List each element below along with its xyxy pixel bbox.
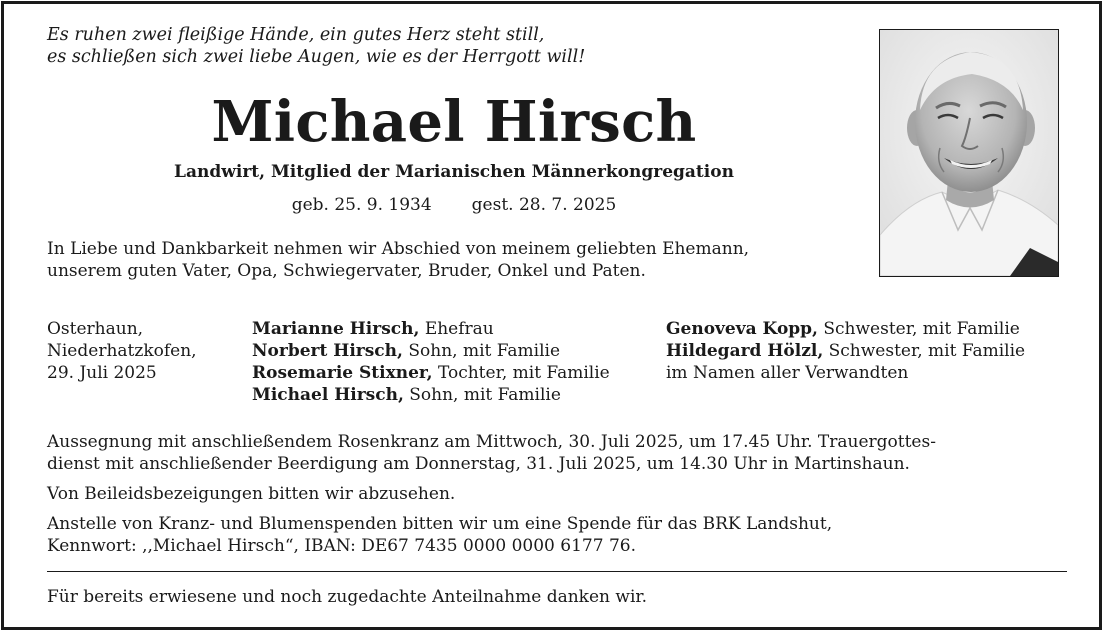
mourner-name: Hildegard Hölzl, bbox=[666, 341, 824, 361]
mourners-siblings bbox=[666, 318, 1025, 384]
mourner-name: Rosemarie Stixner, bbox=[252, 363, 433, 383]
mourner-relation: Schwester, mit Familie bbox=[823, 319, 1020, 339]
service-line: dienst mit anschließender Beerdigung am Donnerstag, 31. Juli 2025, um 14.30 Uhr in Martinshaun. bbox=[47, 454, 910, 474]
intro-line: In Liebe und Dankbarkeit nehmen wir Abschied von meinem geliebten Ehemann, bbox=[47, 239, 750, 259]
mourner-entry bbox=[666, 318, 1025, 340]
donation-line: Kennwort: ,,Michael Hirsch“, IBAN: DE67 7435 0000 0000 6177 76. bbox=[47, 536, 636, 556]
memorial-verse bbox=[47, 24, 585, 68]
date-line: 29. Juli 2025 bbox=[47, 363, 157, 383]
mourner-relation: Schwester, mit Familie bbox=[828, 341, 1026, 361]
condolence-note: Von Beileidsbezeigungen bitten wir abzusehen. bbox=[47, 484, 456, 504]
mourner-entry bbox=[252, 384, 610, 406]
birth-date: geb. 25. 9. 1934 bbox=[291, 195, 432, 215]
donation-line: Anstelle von Kranz- und Blumenspenden bitten wir um eine Spende für das BRK Landshut, bbox=[47, 514, 833, 534]
mourner-name: Michael Hirsch, bbox=[252, 385, 404, 405]
donation-request bbox=[47, 513, 832, 557]
divider bbox=[47, 571, 1067, 572]
mourner-relation: Sohn, mit Familie bbox=[408, 341, 561, 361]
service-line: Aussegnung mit anschließendem Rosenkranz am Mittwoch, 30. Juli 2025, um 17.45 Uhr. Trauergottes- bbox=[47, 432, 936, 452]
mourner-relation: Sohn, mit Familie bbox=[409, 385, 561, 405]
farewell-intro bbox=[47, 238, 749, 282]
mourner-entry bbox=[252, 362, 610, 384]
mourner-entry bbox=[252, 340, 610, 362]
obituary-notice bbox=[1, 1, 1102, 630]
place-line: Niederhatzkofen, bbox=[47, 341, 197, 361]
mourner-name: Genoveva Kopp, bbox=[666, 319, 818, 339]
mourners-immediate-family bbox=[252, 318, 610, 406]
intro-line: unserem guten Vater, Opa, Schwiegervater, Bruder, Onkel und Paten. bbox=[47, 261, 646, 281]
mourner-relation: Tochter, mit Familie bbox=[437, 363, 610, 383]
mourner-name: Norbert Hirsch, bbox=[252, 341, 403, 361]
place-line: Osterhaun, bbox=[47, 319, 144, 339]
place-and-date bbox=[47, 318, 197, 384]
deceased-occupation: Landwirt, Mitglied der Marianischen Männerkongregation bbox=[174, 162, 734, 182]
deceased-name: Michael Hirsch bbox=[211, 89, 697, 155]
verse-line: Es ruhen zwei fleißige Hände, ein gutes Herz steht still, bbox=[47, 25, 545, 45]
thanks-line: Für bereits erwiesene und noch zugedachte Anteilnahme danken wir. bbox=[47, 587, 648, 607]
mourner-name: Marianne Hirsch, bbox=[252, 319, 420, 339]
mourner-entry bbox=[252, 318, 610, 340]
portrait-image bbox=[880, 30, 1058, 276]
verse-line: es schließen sich zwei liebe Augen, wie es der Herrgott will! bbox=[47, 47, 586, 67]
mourner-entry bbox=[666, 340, 1025, 362]
life-dates bbox=[44, 193, 864, 217]
mourner-relation: im Namen aller Verwandten bbox=[666, 363, 909, 383]
service-details bbox=[47, 431, 936, 475]
mourner-relation: Ehefrau bbox=[424, 319, 494, 339]
portrait-photo bbox=[879, 29, 1059, 277]
mourner-entry bbox=[666, 362, 1025, 384]
death-date: gest. 28. 7. 2025 bbox=[471, 195, 617, 215]
